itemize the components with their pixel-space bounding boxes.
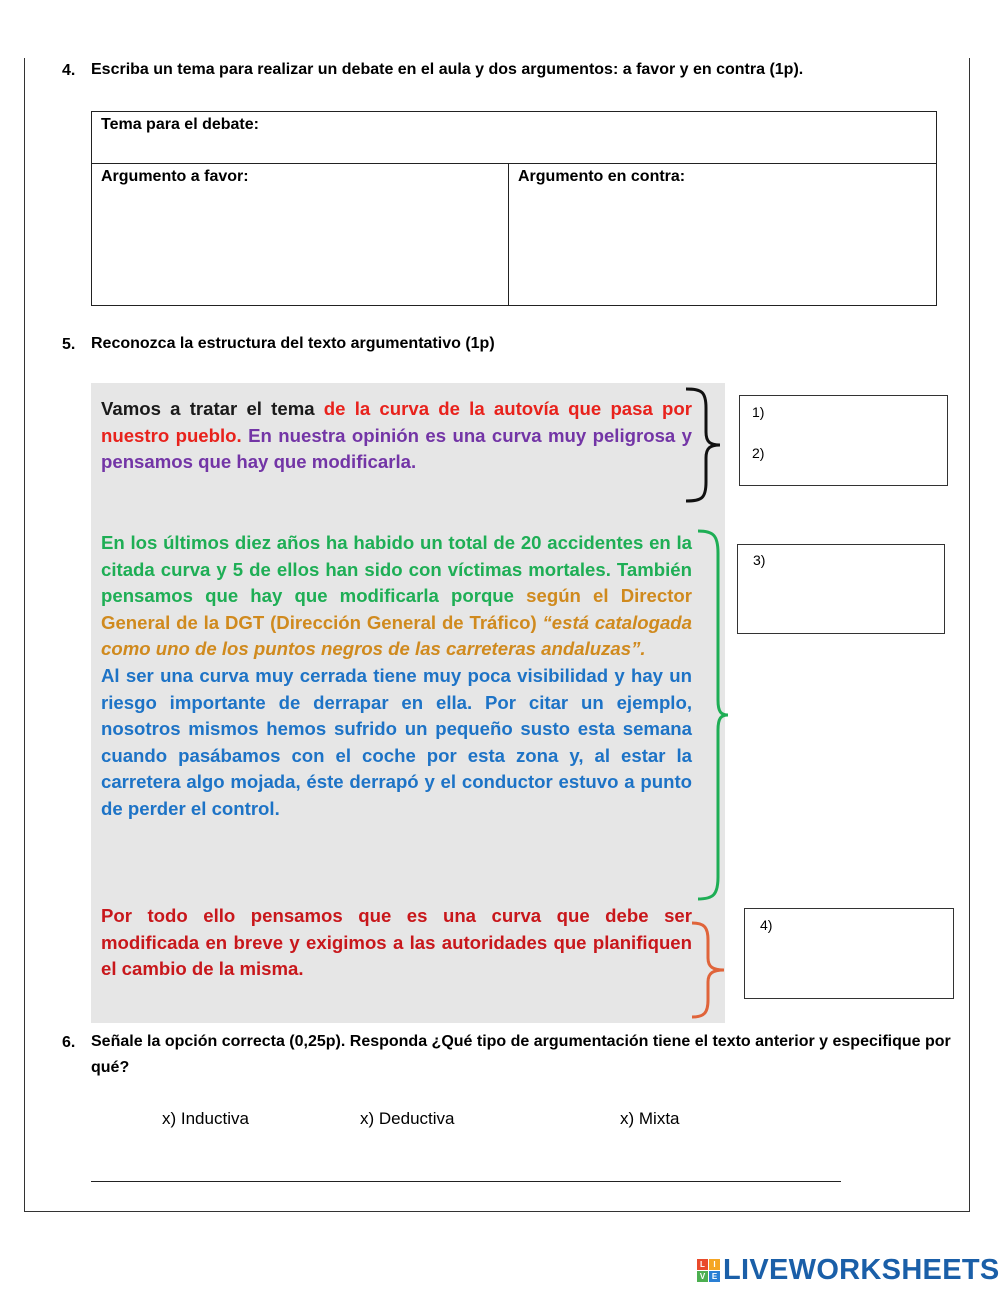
option-deductiva[interactable]: x) Deductiva (360, 1109, 455, 1128)
body-green-text: En los últimos diez años ha habido un total de 20 accidentes en la citada curva y 5 de ellos han sido con víctimas mortales. También pensamos que hay que modificarla porque (101, 532, 692, 607)
body-example-text: Al ser una curva muy cerrada tiene muy poca visibilidad y hay un riesgo importante de derrapar en ella. Por citar un ejemplo, nosotros mismos hemos sufrido un pequeño susto esta semana cuando pasábamos con el coche por esta zona y, al estar la carretera algo mojada, éste derrapó y el conductor estuvo a punto de perder el control. (101, 664, 692, 819)
paragraph-introduction (101, 396, 692, 476)
paragraph-conclusion (101, 903, 692, 983)
answer-box-4[interactable] (744, 908, 954, 999)
intro-topic-text: de la curva de la autovía que pasa por nuestro pueblo. (101, 398, 692, 446)
debate-table (91, 111, 937, 306)
argument-favor-label: Argumento a favor: (101, 168, 249, 185)
logo-mark-icon (697, 1259, 720, 1282)
brace-orange-icon (690, 920, 730, 1020)
question-5-text: Reconozca la estructura del texto argumentativo (1p) (91, 335, 495, 352)
brace-green-icon (696, 528, 732, 902)
intro-black-text: Vamos a tratar el tema (101, 398, 324, 419)
argument-favor-cell[interactable] (92, 164, 509, 306)
answer-label-3: 3) (753, 552, 766, 568)
answer-label-4: 4) (760, 917, 773, 933)
question-6-text: Señale la opción correcta (0,25p). Responda ¿Qué tipo de argumentación tiene el texto anterior y especifique por qué? (91, 1033, 951, 1076)
question-6-number: 6. (62, 1034, 76, 1051)
answer-label-2: 2) (752, 445, 765, 461)
brace-black-icon (684, 386, 728, 504)
question-4-number: 4. (62, 62, 76, 79)
body-quote-text: “está catalogada como uno de los puntos negros de las carreteras andaluzas”. (101, 611, 692, 660)
logo-letter-e: E (709, 1271, 720, 1282)
conclusion-text: Por todo ello pensamos que es una curva que debe ser modificada en breve y exigimos a las autoridades que planifiquen el cambio de la misma. (101, 905, 692, 980)
question-5-number: 5. (62, 336, 76, 353)
logo-letter-l: L (697, 1259, 708, 1270)
intro-thesis-text: En nuestra opinión es una curva muy peligrosa y pensamos que hay que modificarla. (101, 424, 693, 473)
logo-letter-v: V (697, 1271, 708, 1282)
option-inductiva[interactable]: x) Inductiva (162, 1109, 249, 1128)
paragraph-body (101, 530, 692, 823)
logo-text: LIVEWORKSHEETS (723, 1253, 1000, 1286)
debate-topic-label: Tema para el debate: (101, 116, 259, 133)
question-4-text: Escriba un tema para realizar un debate en el aula y dos argumentos: a favor y en contra (1p). (91, 61, 804, 78)
answer-box-1-2[interactable] (739, 395, 948, 486)
argument-contra-cell[interactable] (509, 164, 937, 306)
logo-letter-i: I (709, 1259, 720, 1270)
answer-box-3[interactable] (737, 544, 945, 634)
body-authority-text: según el Director General de la DGT (Dirección General de Tráfico) (101, 585, 692, 633)
debate-topic-cell[interactable] (92, 112, 937, 164)
argument-contra-label: Argumento en contra: (518, 168, 686, 185)
answer-line[interactable] (91, 1181, 841, 1182)
answer-label-1: 1) (752, 404, 765, 420)
option-mixta[interactable]: x) Mixta (620, 1109, 680, 1128)
liveworksheets-logo (697, 1255, 1000, 1285)
